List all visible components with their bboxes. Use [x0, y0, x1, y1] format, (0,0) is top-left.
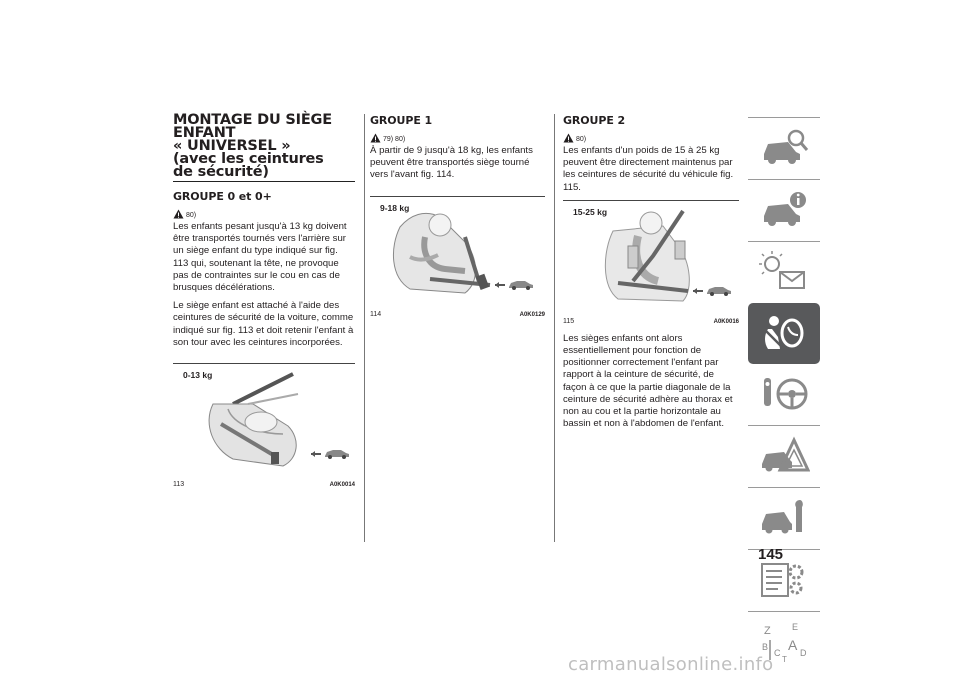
figure-code: A0K0014: [329, 482, 355, 489]
page-number: 145: [758, 546, 784, 563]
figure-caption: 9-18 kg: [380, 202, 410, 213]
figure-caption: 0-13 kg: [183, 370, 213, 381]
index-letter: E: [792, 622, 799, 632]
index-letter: B: [762, 642, 769, 652]
warning-reference: [370, 130, 545, 143]
rear-facing-seat-illustration: [173, 364, 355, 476]
chapter-sidebar: [748, 117, 820, 673]
figure-number: 114: [370, 310, 382, 318]
figure-code: A0K0016: [713, 318, 739, 325]
warning-reference: [563, 130, 739, 143]
warning-triangle-icon: [563, 133, 574, 143]
subtitle: GROUPE 0 et 0+: [173, 190, 272, 203]
seatbelt-airbag-icon: [758, 311, 810, 355]
figure-115: [563, 200, 739, 325]
warning-triangle-icon: [370, 133, 381, 143]
forward-facing-seat-illustration: [370, 197, 545, 306]
index-letter: A: [788, 637, 798, 653]
list-gear-icon: [758, 558, 810, 602]
car-warning-triangle-icon: [758, 434, 810, 478]
paragraph: Les enfants d'un poids de 15 à 25 kg peuvent être directement maintenus par les ceintures de sécurité du véhicule fig. 115.: [563, 145, 734, 193]
paragraph: À partir de 9 jusqu'à 18 kg, les enfants peuvent être transportés siège tourné vers l'avant fig. 114.: [370, 145, 533, 181]
index-letter: C: [774, 648, 781, 658]
light-envelope-icon: [758, 250, 810, 294]
figure-caption: 15-25 kg: [573, 206, 608, 217]
column-1: [173, 112, 355, 489]
booster-seat-illustration: [563, 201, 739, 313]
figure-113: [173, 363, 355, 489]
column-divider: [364, 114, 365, 542]
paragraph: Les enfants pesant jusqu'à 13 kg doivent être transportés tournés vers l'arrière sur un siège enfant du type indiqué sur fig. 113 qui, soutenant la tête, ne provoque pas de contraintes sur le cou en cas de brusques décélérations.: [173, 221, 347, 294]
sidebar-tab-starting-driving[interactable]: [748, 364, 820, 425]
index-letter: T: [782, 655, 787, 664]
column-2: [370, 114, 545, 318]
warning-ref-number: 80): [186, 212, 197, 219]
subtitle: GROUPE 1: [370, 114, 433, 127]
car-wrench-icon: [758, 496, 810, 540]
figure-number: 113: [173, 481, 185, 489]
key-steering-wheel-icon: [758, 372, 810, 416]
sidebar-tab-dashboard[interactable]: [748, 179, 820, 241]
watermark: carmanualsonline.info: [568, 654, 774, 675]
paragraph: Le siège enfant est attaché à l'aide des ceintures de sécurité de la voiture, comme indiqué sur fig. 113 et doit retenir l'enfant à son tour avec les ceintures incorporées.: [173, 300, 354, 348]
title-line: (avec les ceintures: [173, 151, 324, 167]
figure-code: A0K0129: [519, 311, 545, 318]
column-divider: [554, 114, 555, 542]
sidebar-tab-safety[interactable]: [748, 303, 820, 364]
warning-ref-number: 80): [576, 136, 587, 143]
column-3: [563, 114, 739, 436]
index-letter: D: [800, 648, 807, 658]
car-search-icon: [758, 126, 810, 170]
warning-ref-number: 79) 80): [383, 136, 406, 143]
warning-reference: [173, 206, 355, 219]
title-line: ENFANT: [173, 125, 236, 141]
index-letter: Z: [764, 625, 771, 637]
paragraph: Les sièges enfants ont alors essentiellement pour fonction de positionner correctement l'enfant par rapport à la ceinture de sécurité, de façon à ce que la partie diagonale de la ceinture de sécurité adhère au thorax et non au cou et la partie horizontale au bassin et non à l'abdomen de l'enfant.: [563, 332, 733, 430]
sidebar-tab-emergency[interactable]: [748, 425, 820, 487]
subtitle: GROUPE 2: [563, 114, 626, 127]
warning-triangle-icon: [173, 209, 184, 219]
title-line: MONTAGE DU SIÈGE: [173, 112, 332, 128]
sidebar-tab-vehicle-overview[interactable]: [748, 117, 820, 179]
sidebar-tab-maintenance[interactable]: [748, 487, 820, 549]
title-line: « UNIVERSEL »: [173, 138, 291, 154]
title-line: de sécurité): [173, 164, 269, 180]
section-title: [173, 114, 355, 182]
sidebar-tab-warnings[interactable]: [748, 241, 820, 303]
car-info-icon: [758, 188, 810, 232]
figure-114: [370, 196, 545, 318]
figure-number: 115: [563, 317, 575, 325]
